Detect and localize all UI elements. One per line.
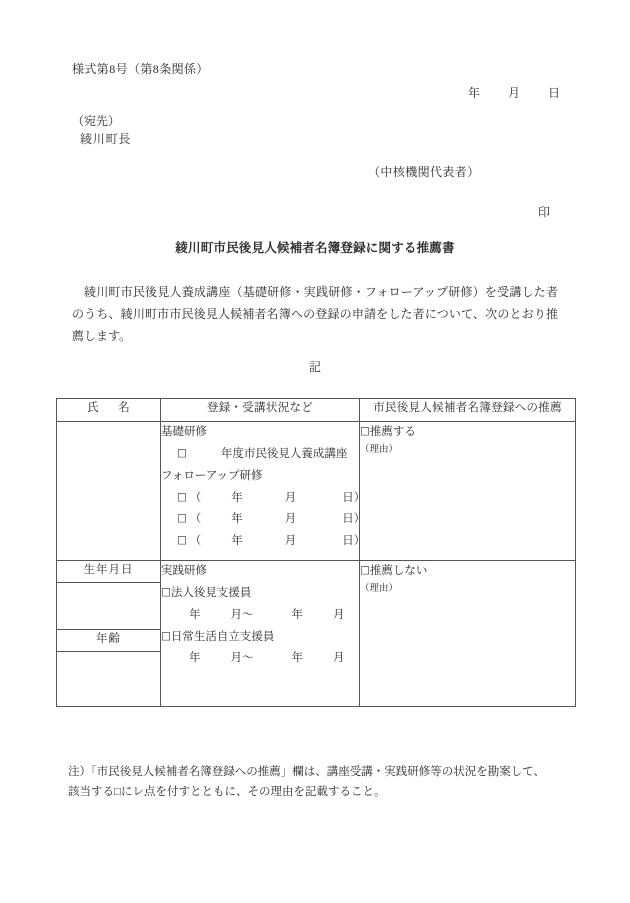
- age-value-cell[interactable]: [57, 652, 161, 707]
- header-recommendation: 市民後見人候補者名簿登録への推薦: [360, 399, 576, 422]
- followup-month-label: 月: [284, 491, 297, 504]
- table-header-row: [57, 399, 576, 422]
- checkbox-icon[interactable]: □: [360, 425, 370, 437]
- recommend-no-row[interactable]: [360, 561, 575, 581]
- birthdate-label-cell: 生年月日: [57, 561, 161, 583]
- followup-day-label: 日）: [342, 491, 366, 504]
- followup-year-label: 年: [231, 535, 243, 548]
- followup-open-paren: （: [189, 491, 202, 504]
- practical-training-label: 実践研修: [161, 565, 207, 577]
- table-row: [57, 422, 576, 561]
- representative-label: （中核機関代表者）: [368, 165, 480, 179]
- checkbox-icon[interactable]: □: [177, 490, 187, 503]
- period-year-to: 年: [291, 608, 303, 621]
- corporate-guardian-row[interactable]: [161, 583, 359, 605]
- followup-training-label: フォローアップ研修: [161, 469, 263, 482]
- followup-month-label: 月: [284, 513, 297, 526]
- date-day-label: 日: [547, 86, 560, 100]
- period-year-to: 年: [291, 652, 303, 665]
- reason-label: （理由）: [360, 584, 399, 595]
- followup-year-label: 年: [231, 491, 243, 504]
- daily-life-support-row[interactable]: [161, 627, 359, 649]
- corporate-guardian-label: 法人後見支援員: [170, 586, 252, 599]
- followup-day-label: 日）: [342, 513, 366, 526]
- daily-life-support-label: 日常生活自立支援員: [170, 630, 275, 643]
- date-year-label: 年: [467, 86, 480, 100]
- header-name: [57, 399, 161, 422]
- page-title: 綾川町市民後見人候補者名簿登録に関する推薦書: [175, 241, 455, 255]
- footnote-line-1: 注）「市民後見人候補者名簿登録への推薦」欄は、講座受講・実践研修等の状況を勘案して、: [68, 766, 546, 778]
- basic-training-course-row[interactable]: [161, 444, 359, 466]
- followup-open-paren: （: [189, 535, 202, 548]
- checkbox-icon[interactable]: □: [177, 446, 187, 459]
- form-number: 様式第8号（第8条関係）: [72, 62, 209, 76]
- recommend-no-label: 推薦しない: [369, 565, 428, 577]
- training-status-cell-2[interactable]: [161, 561, 360, 707]
- period-year-from: 年: [189, 608, 201, 621]
- followup-entry-row[interactable]: [161, 488, 366, 510]
- followup-entry-row[interactable]: [161, 531, 366, 553]
- footnote: [68, 762, 568, 802]
- corporate-guardian-period-row[interactable]: [161, 605, 359, 627]
- recommend-no-cell[interactable]: [360, 561, 576, 707]
- date-month-label: 月: [507, 86, 520, 100]
- date-line: [0, 84, 630, 101]
- recommend-yes-cell[interactable]: [360, 422, 576, 561]
- followup-month-label: 月: [284, 535, 297, 548]
- name-value-cell[interactable]: [57, 422, 161, 561]
- period-month-from: 月～: [230, 652, 254, 665]
- period-month-from: 月～: [230, 608, 254, 621]
- followup-year-label: 年: [231, 513, 243, 526]
- period-year-from: 年: [189, 652, 201, 665]
- checkbox-icon[interactable]: □: [177, 512, 187, 525]
- checkbox-icon[interactable]: □: [161, 585, 171, 598]
- header-name-label: 氏 名: [87, 402, 134, 414]
- header-status: 登録・受講状況など: [161, 399, 360, 422]
- reason-label: （理由）: [360, 445, 399, 456]
- birthdate-value-cell[interactable]: [57, 583, 161, 630]
- checkbox-icon[interactable]: □: [360, 564, 370, 576]
- age-label-cell: 年齢: [57, 630, 161, 652]
- recommend-yes-row[interactable]: [360, 422, 575, 442]
- period-month-to: 月: [333, 608, 345, 621]
- followup-day-label: 日）: [342, 535, 366, 548]
- period-month-to: 月: [333, 652, 345, 665]
- checkbox-icon[interactable]: □: [161, 629, 171, 642]
- body-paragraph: 綾川町市民後見人養成講座（基礎研修・実践研修・フォローアップ研修）を受講した者のうち、綾川町市市民後見人候補者名簿への登録の申請をした者について、次のとおり推薦します。: [72, 285, 558, 344]
- training-status-cell-1[interactable]: [161, 422, 366, 561]
- table-row: [57, 561, 576, 583]
- followup-open-paren: （: [189, 513, 202, 526]
- basic-training-course-label: 年度市民後見人養成講座: [220, 447, 348, 460]
- recommendation-table: [56, 398, 576, 707]
- basic-training-label: 基礎研修: [161, 426, 207, 438]
- checkbox-icon[interactable]: □: [177, 534, 187, 547]
- seal-mark: 印: [537, 205, 550, 219]
- footnote-line-2: 該当する□にレ点を付すとともに、その理由を記載すること。: [68, 786, 386, 799]
- ki-mark: 記: [308, 360, 321, 374]
- daily-life-support-period-row[interactable]: [161, 648, 359, 670]
- followup-entry-row[interactable]: [161, 509, 366, 531]
- addressee-label: （宛先）: [72, 114, 121, 128]
- recommend-yes-label: 推薦する: [369, 426, 416, 438]
- addressee-name: 綾川町長: [80, 132, 132, 146]
